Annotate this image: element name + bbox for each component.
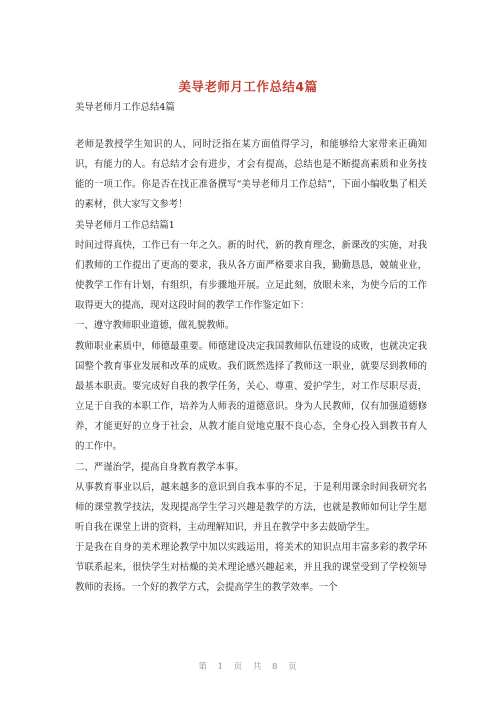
point-heading: 二、严谨治学，提高自身教育教学本事。	[75, 461, 244, 473]
body-paragraph: 时间过得真快，工作已有一年之久。新的时代，新的教育理念，新课改的实施，对我们教师的工作提出了更高的要求，我从各方面严格要求自我，勤勤恳恳，兢兢业业，使教学工作有计划，有组织，有步骤地开展。立足此刻，放眼未来，为使今后的工作取得更大的提高，现对这段时间的教学工作作鉴定如下：	[75, 239, 427, 312]
body-paragraph: 于是我在自身的美术理论教学中加以实践运用，将美术的知识点用丰富多彩的教学环节联系起来，很快学生对枯燥的美术理论感兴趣起来，并且我的课堂受到了学校领导教师的表扬。一个好的教学方式，会提高学生的教学效率。一个	[75, 542, 427, 594]
page-number-footer: 第 1 页 共 8 页	[198, 662, 298, 672]
body-paragraph: 从事教育事业以后，越来越多的意识到自我本事的不足，于是利用课余时间我研究名师的课堂教学技法，发现提高学生学习兴趣是教学的方法，也就是教师如何让学生愿听自我在课堂上讲的资料，主动理解知识，并且在教学中多去鼓励学生。	[75, 481, 427, 533]
intro-paragraph: 老师是教授学生知识的人，同时泛指在某方面值得学习，和能够给大家带来正确知识，有能力的人。有总结才会有进步，才会有提高，总结也是不断提高素质和业务技能的一项工作。你是否在找正准备撰写“美导老师月工作总结”，下面小编收集了相关的素材，供大家写文参考！	[75, 139, 427, 211]
section-heading: 美导老师月工作总结篇1	[75, 219, 175, 231]
document-body	[75, 135, 427, 599]
document-title: 美导老师月工作总结4篇	[178, 79, 318, 94]
body-paragraph: 教师职业素质中，师德最重要。师德建设决定我国教师队伍建设的成败，也就决定我国整个教育事业发展和改革的成败。我们既然选择了教师这一职业，就要尽到教师的最基本职责。要完成好自我的教学任务，关心、尊重、爱护学生，对工作尽职尽责，立足于自我的本职工作，培养为人师表的道德意识。身为人民教师，仅有加强道德修养，才能更好的立身于社会，从教才能自觉地克服不良心态，全身心投入到教书育人的工作中。	[75, 340, 427, 453]
document-subtitle: 美导老师月工作总结4篇	[75, 102, 175, 113]
point-heading: 一、遵守教师职业道德，做礼貌教师。	[75, 320, 235, 332]
